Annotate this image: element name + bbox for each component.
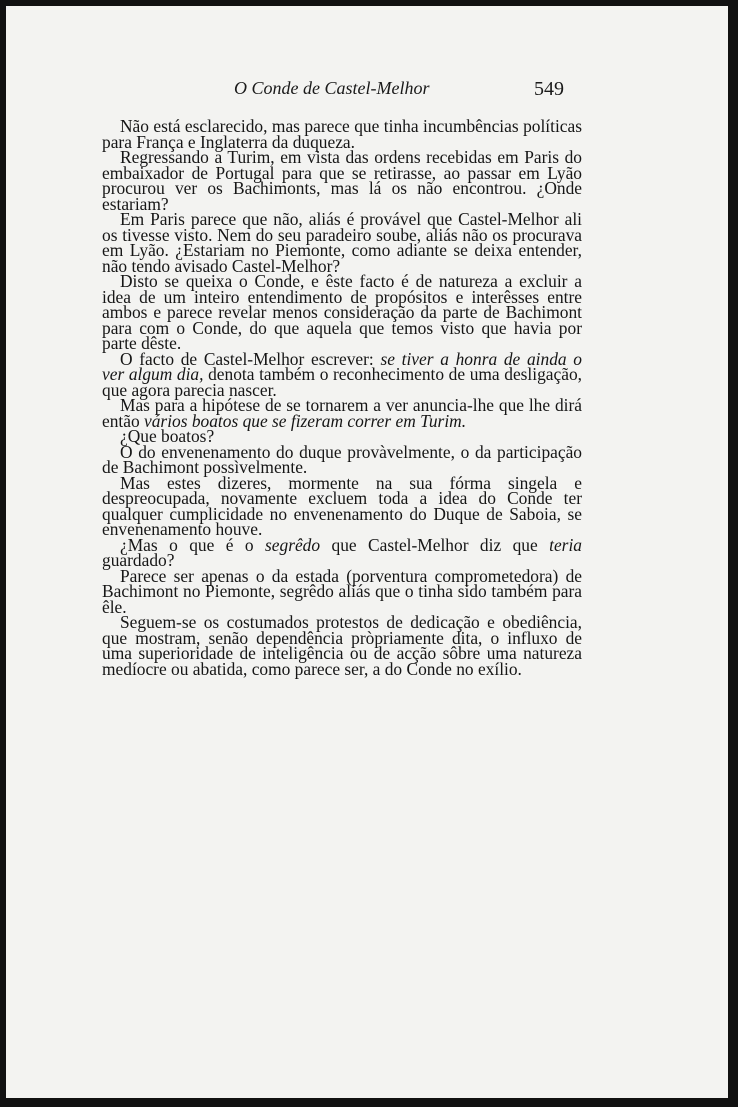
text-run: ¿Mas o que é o — [120, 534, 266, 555]
paragraph — [102, 395, 582, 431]
paragraph — [102, 209, 582, 276]
paragraph — [102, 271, 582, 353]
text-run: Em Paris parece que não, aliás é provável que Castel-Melhor ali os tivesse visto. Nem do seu paradeiro soube, aliás não os procurava em Lyão. ¿Estariam no Piemonte, como adiante se deixa entender, não tendo avisado Castel-Melhor? — [102, 209, 582, 276]
paragraph — [102, 565, 582, 617]
text-run: Disto se queixa o Conde, e êste facto é de natureza a excluir a idea de um inteiro entendimento de propósitos e interêsses entre ambos e parece revelar menos consideração da parte de Bachimont para com o Conde, do que aquela que temos visto que havia por parte dêste. — [102, 271, 582, 353]
text-run: O facto de Castel-Melhor escrever: — [120, 348, 381, 369]
text-run: que Castel-Melhor diz que — [320, 534, 550, 555]
text-run: ¿Que boatos? — [120, 426, 215, 446]
paragraph — [102, 441, 582, 477]
paragraph — [102, 116, 582, 152]
text-run: Mas para a hipótese de se tornarem a ver anuncia-lhe que lhe dirá então — [102, 395, 582, 431]
page-header — [6, 78, 728, 102]
italic-text: teria — [549, 534, 582, 555]
text-run: Mas estes dizeres, mormente na sua fórma singela e despreocupada, novamente excluem toda a idea do Conde ter qualquer cumplicidade no envenenamento do Duque de Saboia, se envenenamento houve. — [102, 472, 582, 539]
running-title: O Conde de Castel-Melhor — [234, 78, 430, 98]
paragraph — [102, 348, 582, 400]
paragraph — [102, 472, 582, 539]
italic-text: vários boatos que se fizeram correr em Turim. — [144, 410, 467, 431]
text-run: Regressando a Turim, em vista das ordens recebidas em Paris do embaixador de Portugal para que se retirasse, ao passar em Lyão procurou ver os Bachimonts, mas lá os não encontrou. ¿Onde estariam? — [102, 147, 582, 214]
text-run: Não está esclarecido, mas parece que tinha incumbências políticas para França e Inglaterra da duqueza. — [102, 116, 582, 152]
text-run: O do envenenamento do duque provàvelmente, o da participação de Bachimont possìvelmente. — [102, 441, 582, 477]
paragraph — [102, 612, 582, 679]
italic-text: se tiver a honra de ainda o ver algum dia, — [102, 348, 582, 384]
text-run: guardado? — [102, 550, 175, 570]
text-run: denota também o reconhecimento de uma desligação, que agora parecia nascer. — [102, 364, 582, 400]
page-number: 549 — [534, 78, 564, 100]
italic-text: segrêdo — [265, 534, 321, 555]
book-page — [6, 6, 728, 1098]
text-run: Parece ser apenas o da estada (porventura comprometedora) de Bachimont no Piemonte, segrêdo aliás que o tinha sido também para êle. — [102, 565, 582, 617]
paragraph — [102, 534, 582, 570]
paragraph — [102, 147, 582, 214]
body-text — [102, 116, 582, 679]
text-run: Seguem-se os costumados protestos de dedicação e obediência, que mostram, senão dependência pròpriamente dita, o influxo de uma superioridade de inteligência ou de acção sôbre uma natureza medíocre ou abatida, como parece ser, a do Conde no exílio. — [102, 612, 582, 679]
